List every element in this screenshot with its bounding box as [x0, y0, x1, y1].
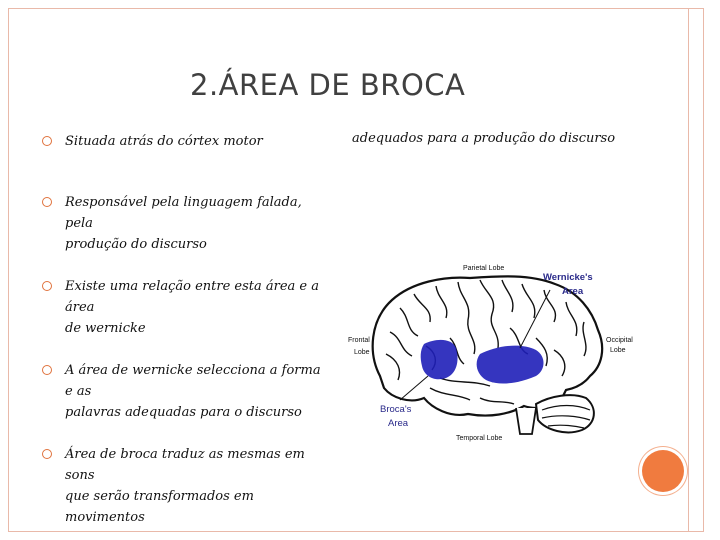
decorative-orange-circle: [642, 450, 684, 492]
slide-title: 2.ÁREA DE BROCA: [190, 68, 466, 102]
bullet-item: [40, 444, 330, 528]
brain-diagram: [340, 258, 650, 448]
bullet-text: Situada atrás do córtex motor: [65, 134, 263, 149]
bullet-circle-icon: [42, 197, 52, 207]
bullet-text: produção do discurso: [65, 237, 207, 252]
parietal-label: Parietal Lobe: [463, 265, 505, 272]
bullet-text: que serão transformados em movimentos: [65, 489, 254, 525]
occipital-label-line1: Occipital: [606, 337, 633, 344]
bullet-item: [40, 131, 330, 152]
occipital-label-line2: Lobe: [610, 347, 626, 354]
brain-stem: [516, 408, 536, 434]
frontal-label-line1: Frontal: [348, 337, 370, 344]
bullet-text: A área de wernicke selecciona a forma e as: [65, 363, 321, 399]
bullet-item: [40, 192, 330, 255]
bullet-text: palavras adequadas para o discurso: [65, 405, 302, 420]
bullet-text: Área de broca traduz as mesmas em sons: [65, 447, 305, 483]
wernicke-label-line2: Area: [562, 286, 584, 297]
frame-divider: [688, 8, 689, 532]
bullet-text: de wernicke: [65, 321, 146, 336]
broca-label-line1: Broca's: [380, 404, 412, 415]
bullet-item: [40, 360, 330, 423]
broca-area-region: [421, 340, 458, 379]
bullet-circle-icon: [42, 136, 52, 146]
bullet-circle-icon: [42, 281, 52, 291]
bullet-circle-icon: [42, 449, 52, 459]
cerebellum: [536, 395, 594, 432]
wernicke-label-line1: Wernicke's: [543, 272, 593, 283]
temporal-label: Temporal Lobe: [456, 435, 503, 442]
bullet-item: [40, 276, 330, 339]
broca-label-line2: Area: [388, 418, 409, 429]
frontal-label-line2: Lobe: [354, 349, 370, 356]
bullet-text: Responsável pela linguagem falada, pela: [65, 195, 302, 231]
continuation-text: adequados para a produção do discurso: [352, 131, 616, 146]
bullet-circle-icon: [42, 365, 52, 375]
bullet-text: Existe uma relação entre esta área e a área: [65, 279, 320, 315]
